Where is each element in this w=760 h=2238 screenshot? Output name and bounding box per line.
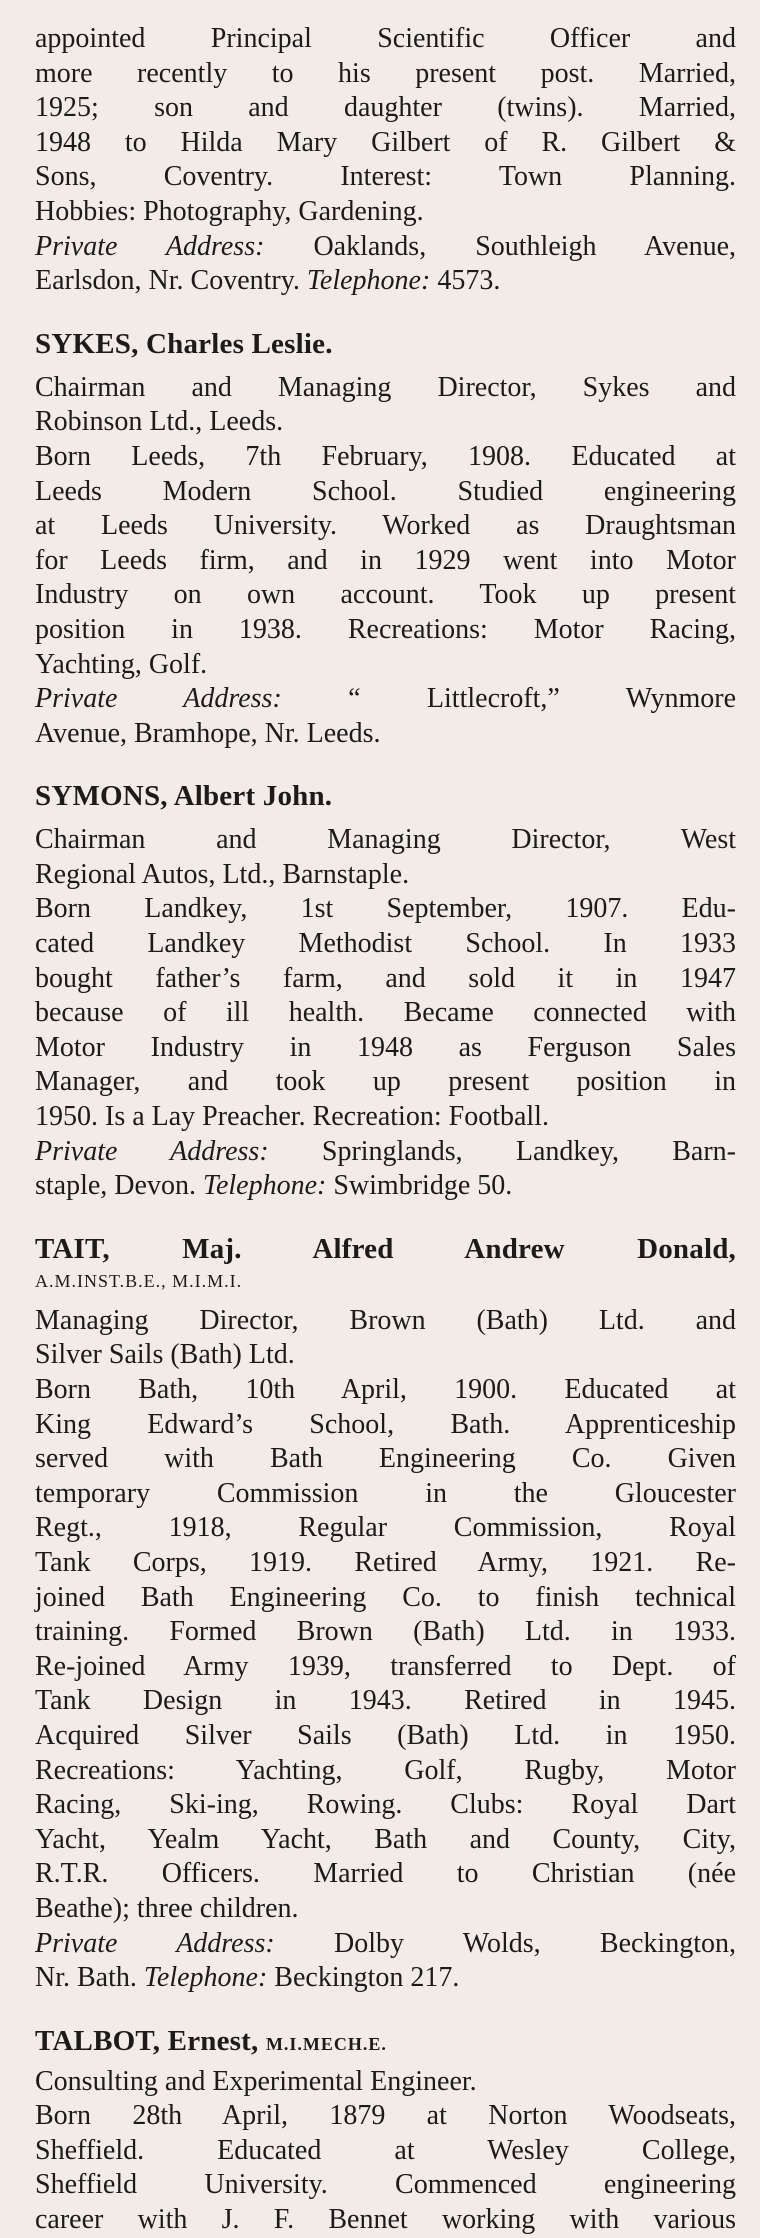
private-address <box>35 682 736 717</box>
bio-line: career with J. F. Bennet working with various <box>35 2204 736 2236</box>
address-label: Private Address: <box>35 683 282 715</box>
address-label: Private Address: <box>35 1135 269 1167</box>
bio-line: Acquired Silver Sails (Bath) Ltd. in 1950. <box>35 1719 736 1751</box>
bio-line: Born 28th April, 1879 at Norton Woodseats, <box>35 2100 736 2132</box>
bio-line: Racing, Ski-ing, Rowing. Clubs: Royal Dart <box>35 1789 736 1821</box>
entry-talbot <box>35 2024 736 2238</box>
bio-line: cated Landkey Methodist School. In 1933 <box>35 928 736 960</box>
bio-line: Yachting, Golf. <box>35 648 208 680</box>
text-line: 1925; son and daughter (twins). Married, <box>35 92 736 124</box>
bio-line: Born Bath, 10th April, 1900. Educated at <box>35 1374 736 1405</box>
telephone-label: Telephone: <box>306 265 431 297</box>
bio-line: for Leeds firm, and in 1929 went into Motor <box>35 544 736 576</box>
address-value: Springlands, Landkey, Barn- <box>321 1135 736 1167</box>
bio-line: Regt., 1918, Regular Commission, Royal <box>35 1512 736 1544</box>
telephone-label: Telephone: <box>143 1962 268 1994</box>
entry-heading: SYMONS, Albert John. <box>35 780 333 813</box>
bio-line: King Edward’s School, Bath. Apprenticeship <box>35 1408 736 1440</box>
position-line: Regional Autos, Ltd., Barnstaple. <box>35 858 410 890</box>
address-label: Private Address: <box>35 1927 275 1959</box>
bio-line: Manager, and took up present position in <box>35 1066 736 1098</box>
bio-line: Sheffield University. Commenced engineering <box>35 2169 736 2201</box>
address-value: Nr. Bath. <box>35 1962 137 1994</box>
bio-line: because of ill health. Became connected with <box>35 997 736 1029</box>
bio-line: Beathe); three children. <box>35 1892 299 1924</box>
address-line <box>35 1961 736 1996</box>
private-address <box>35 1135 736 1170</box>
entry-tait <box>35 1232 736 1996</box>
entry-heading <box>35 2024 736 2061</box>
qualifications: A.M.INST.B.E., M.I.M.I. <box>35 1270 243 1291</box>
bio-line: Industry on own account. Took up present <box>35 579 736 611</box>
bio-line: Born Leeds, 7th February, 1908. Educated at <box>35 440 736 472</box>
telephone-label: Telephone: <box>202 1170 327 1202</box>
private-address <box>35 1927 736 1962</box>
bio-line: Yacht, Yealm Yacht, Bath and County, City, <box>35 1823 736 1855</box>
address-line <box>35 264 736 299</box>
bio-line: Re-joined Army 1939, transferred to Dept. of <box>35 1650 736 1682</box>
qualifications: M.I.MECH.E. <box>265 2033 387 2054</box>
bio-line: 1950. Is a Lay Preacher. Recreation: Football. <box>35 1101 549 1133</box>
position-line: Consulting and Experimental Engineer. <box>35 2065 477 2097</box>
bio-line: Sheffield. Educated at Wesley College, <box>35 2134 736 2166</box>
entry-symons <box>35 779 736 1204</box>
telephone-value: 4573. <box>437 265 501 297</box>
text-line: appointed Principal Scientific Officer and <box>35 23 736 54</box>
bio-line: served with Bath Engineering Co. Given <box>35 1443 736 1475</box>
entry-heading: TAIT, Maj. Alfred Andrew Donald, <box>35 1232 736 1265</box>
entry-name: TALBOT, Ernest, <box>35 2024 259 2057</box>
bio-line: Tank Design in 1943. Retired in 1945. <box>35 1685 736 1717</box>
bio-line: joined Bath Engineering Co. to finish technical <box>35 1581 736 1613</box>
bio-line: Recreations: Yachting, Golf, Rugby, Motor <box>35 1754 736 1786</box>
text-line: Sons, Coventry. Interest: Town Planning. <box>35 161 736 193</box>
bio-line: Leeds Modern School. Studied engineering <box>35 475 736 507</box>
bio-line: bought father’s farm, and sold it in 1947 <box>35 962 736 994</box>
address-label: Private Address: <box>35 230 265 262</box>
text-line: more recently to his present post. Married, <box>35 57 736 89</box>
address-value: Dolby Wolds, Beckington, <box>333 1927 736 1959</box>
bio-line: training. Formed Brown (Bath) Ltd. in 1933. <box>35 1616 736 1648</box>
text-line: Hobbies: Photography, Gardening. <box>35 195 424 227</box>
entry-heading: SYKES, Charles Leslie. <box>35 327 333 360</box>
entry-sykes <box>35 327 736 752</box>
position-line: Managing Director, Brown (Bath) Ltd. and <box>35 1304 736 1336</box>
position-line: Robinson Ltd., Leeds. <box>35 406 284 438</box>
bio-line: at Leeds University. Worked as Draughtsman <box>35 510 736 542</box>
address-value: Oaklands, Southleigh Avenue, <box>313 230 736 262</box>
bio-line: Tank Corps, 1919. Retired Army, 1921. Re- <box>35 1546 736 1578</box>
bio-line: position in 1938. Recreations: Motor Racing, <box>35 613 736 645</box>
address-value: staple, Devon. <box>35 1170 196 1202</box>
address-value: Earlsdon, Nr. Coventry. <box>35 265 300 297</box>
position-line: Chairman and Managing Director, Sykes and <box>35 371 736 403</box>
position-line: Chairman and Managing Director, West <box>35 824 736 856</box>
bio-line: Motor Industry in 1948 as Ferguson Sales <box>35 1031 736 1063</box>
bio-line: temporary Commission in the Gloucester <box>35 1477 736 1509</box>
entry-continuation <box>35 22 736 299</box>
bio-line: R.T.R. Officers. Married to Christian (née <box>35 1858 736 1890</box>
address-value: “ Littlecroft,” Wynmore <box>348 683 736 715</box>
telephone-value: Beckington 217. <box>274 1962 460 1994</box>
position-line: Silver Sails (Bath) Ltd. <box>35 1339 295 1371</box>
bio-line: Born Landkey, 1st September, 1907. Edu- <box>35 893 736 925</box>
private-address <box>35 230 736 265</box>
address-line <box>35 1169 736 1204</box>
address-line: Avenue, Bramhope, Nr. Leeds. <box>35 717 381 749</box>
telephone-value: Swimbridge 50. <box>333 1170 513 1202</box>
text-line: 1948 to Hilda Mary Gilbert of R. Gilbert & <box>35 126 736 158</box>
